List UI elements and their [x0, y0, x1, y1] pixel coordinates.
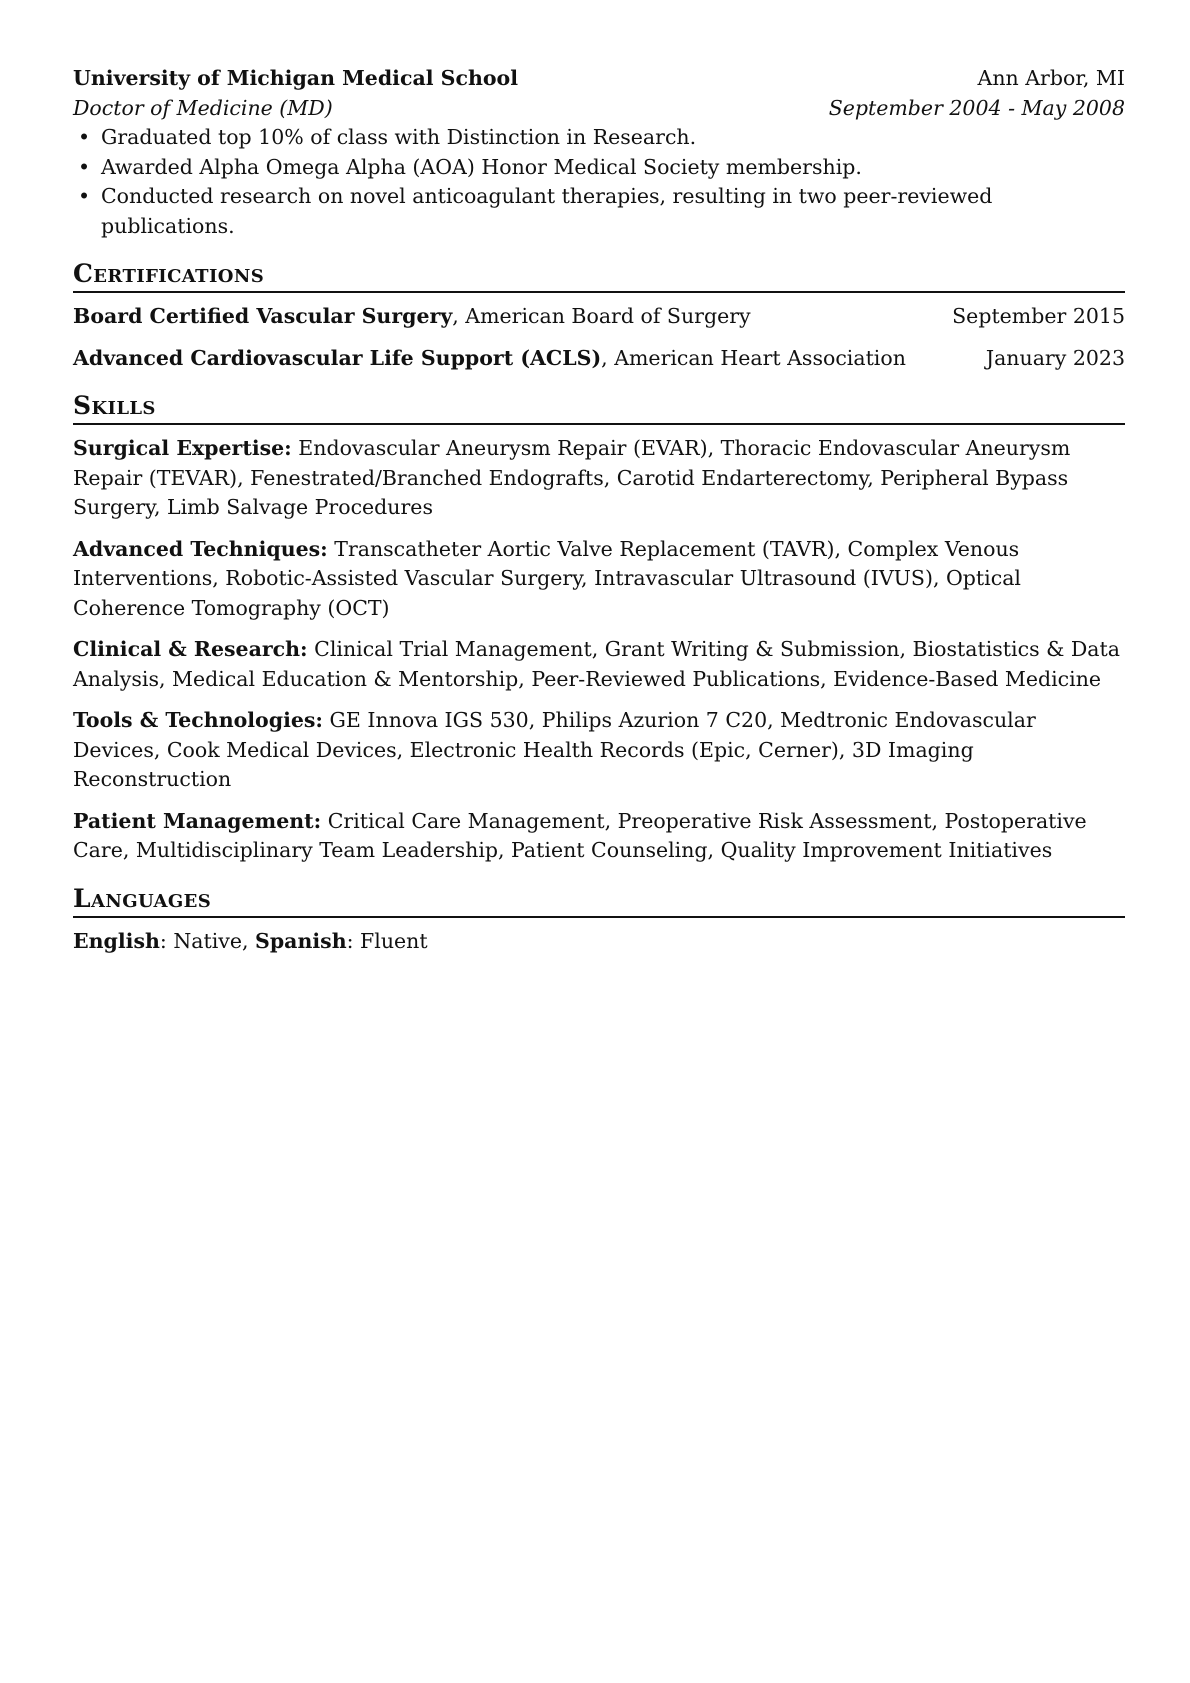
- skill-label: Advanced Techniques:: [73, 536, 328, 561]
- education-bullets: [73, 123, 1125, 241]
- certification-issuer: , American Heart Association: [601, 345, 906, 370]
- institution-name: University of Michigan Medical School: [73, 66, 518, 90]
- degree-title: Doctor of Medicine (MD): [73, 95, 333, 120]
- certification-issuer: , American Board of Surgery: [452, 304, 751, 328]
- resume-page: [73, 64, 1125, 956]
- languages-line: [73, 927, 1125, 957]
- skill-group: [73, 706, 1125, 795]
- language-level: Fluent: [360, 928, 428, 953]
- languages-heading: Languages: [73, 884, 1125, 918]
- education-header: [73, 64, 1125, 94]
- education-dates: September 2004 - May 2008: [828, 95, 1125, 120]
- certifications-heading: Certifications: [73, 259, 1125, 293]
- skill-label: Surgical Expertise:: [73, 436, 292, 460]
- skill-text: Transcatheter Aortic Valve Replacement (TAVR), Complex Venous Interventions, Robotic-Assisted Vascular Surgery, Intravascular Ultrasound (IVUS), Optical Coherence Tomography (OCT): [73, 536, 1021, 620]
- skill-group: [73, 434, 1125, 523]
- language-name: Spanish: [255, 928, 347, 953]
- language-level: Native: [173, 928, 242, 953]
- skill-text: Critical Care Management, Preoperative Risk Assessment, Postoperative Care, Multidisciplinary Team Leadership, Patient Counseling, Quality Improvement Initiatives: [73, 808, 1087, 862]
- skill-label: Tools & Technologies:: [73, 708, 324, 732]
- language-separator: :: [159, 928, 174, 953]
- certification-name: Advanced Cardiovascular Life Support (ACLS): [73, 345, 602, 370]
- certification-date: January 2023: [985, 345, 1125, 370]
- certification-date: September 2015: [952, 304, 1125, 328]
- skill-text: GE Innova IGS 530, Philips Azurion 7 C20, Medtronic Endovascular Devices, Cook Medical Devices, Electronic Health Records (Epic, Cerner), 3D Imaging Reconstruction: [73, 708, 1036, 791]
- skill-text: Endovascular Aneurysm Repair (EVAR), Thoracic Endovascular Aneurysm Repair (TEVAR), Fenestrated/Branched Endografts, Carotid Endarterectomy, Peripheral Bypass Surgery, Limb Salvage Procedures: [73, 436, 1071, 519]
- education-bullet: • Conducted research on novel anticoagulant therapies, resulting in two peer-reviewed publications.: [73, 182, 1125, 241]
- language-separator: :: [346, 928, 361, 953]
- skill-label: Patient Management:: [73, 808, 322, 833]
- certification-item: [73, 302, 1125, 332]
- education-bullet: • Graduated top 10% of class with Distinction in Research.: [73, 123, 1125, 153]
- language-delimiter: ,: [242, 928, 256, 953]
- skill-group: [73, 635, 1125, 694]
- skill-text: Clinical Trial Management, Grant Writing & Submission, Biostatistics & Data Analysis, Medical Education & Mentorship, Peer-Reviewed Publications, Evidence-Based Medicine: [73, 637, 1120, 691]
- skills-heading: Skills: [73, 391, 1125, 425]
- institution-location: Ann Arbor, MI: [977, 66, 1125, 90]
- education-bullet: • Awarded Alpha Omega Alpha (AOA) Honor Medical Society membership.: [73, 153, 1125, 183]
- skill-group: [73, 807, 1125, 866]
- education-entry: [73, 64, 1125, 241]
- certification-name: Board Certified Vascular Surgery: [73, 304, 453, 328]
- skill-label: Clinical & Research:: [73, 637, 308, 661]
- skill-group: [73, 535, 1125, 624]
- language-name: English: [73, 928, 160, 953]
- education-subheader: [73, 94, 1125, 124]
- certification-item: [73, 344, 1125, 374]
